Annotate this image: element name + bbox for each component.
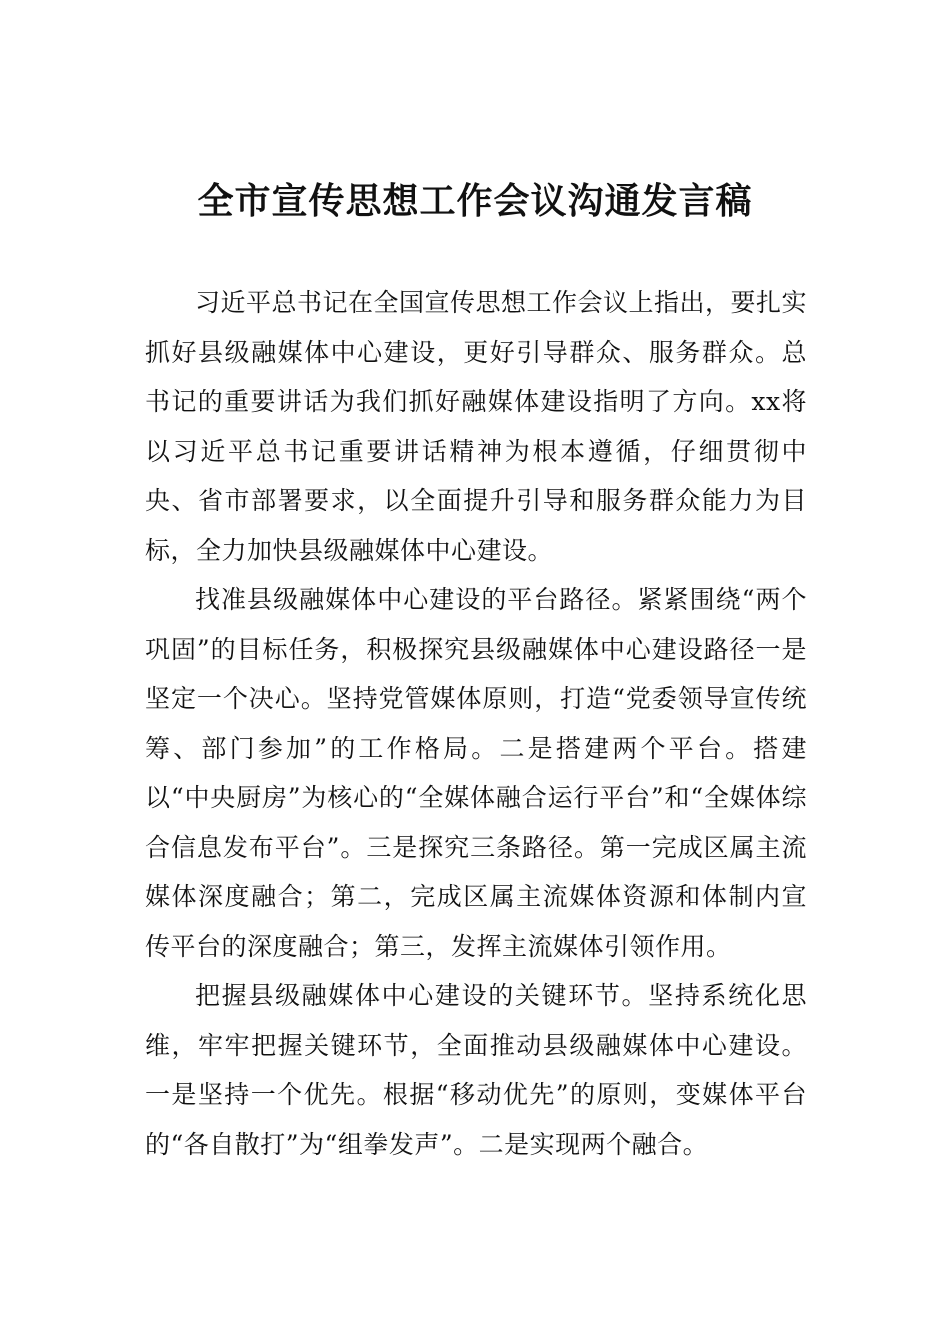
paragraph-3: 把握县级融媒体中心建设的关键环节。坚持系统化思维，牢牢把握关键环节，全面推动县级融媒体中心建设。一是坚持一个优先。根据“移动优先”的原则，变媒体平台的“各自散打”为“组拳发声”。二是实现两个融合。 [145,981,807,1159]
document-title: 全市宣传思想工作会议沟通发言稿 [197,180,753,222]
paragraph-2: 找准县级融媒体中心建设的平台路径。紧紧围绕“两个巩固”的目标任务，积极探究县级融媒体中心建设路径一是坚定一个决心。坚持党管媒体原则，打造“党委领导宣传统筹、部门参加”的工作格局。二是搭建两个平台。搭建以“中央厨房”为核心的“全媒体融合运行平台”和“全媒体综合信息发布平台”。三是探究三条路径。第一完成区属主流媒体深度融合；第二，完成区属主流媒体资源和体制内宣传平台的深度融合；第三，发挥主流媒体引领作用。 [145,585,807,961]
paragraph-1: 习近平总书记在全国宣传思想工作会议上指出，要扎实抓好县级融媒体中心建设，更好引导群众、服务群众。总书记的重要讲话为我们抓好融媒体建设指明了方向。xx将以习近平总书记重要讲话精神为根本遵循，仔细贯彻中央、省市部署要求，以全面提升引导和服务群众能力为目标，全力加快县级融媒体中心建设。 [145,288,808,565]
document-body [145,278,807,1169]
